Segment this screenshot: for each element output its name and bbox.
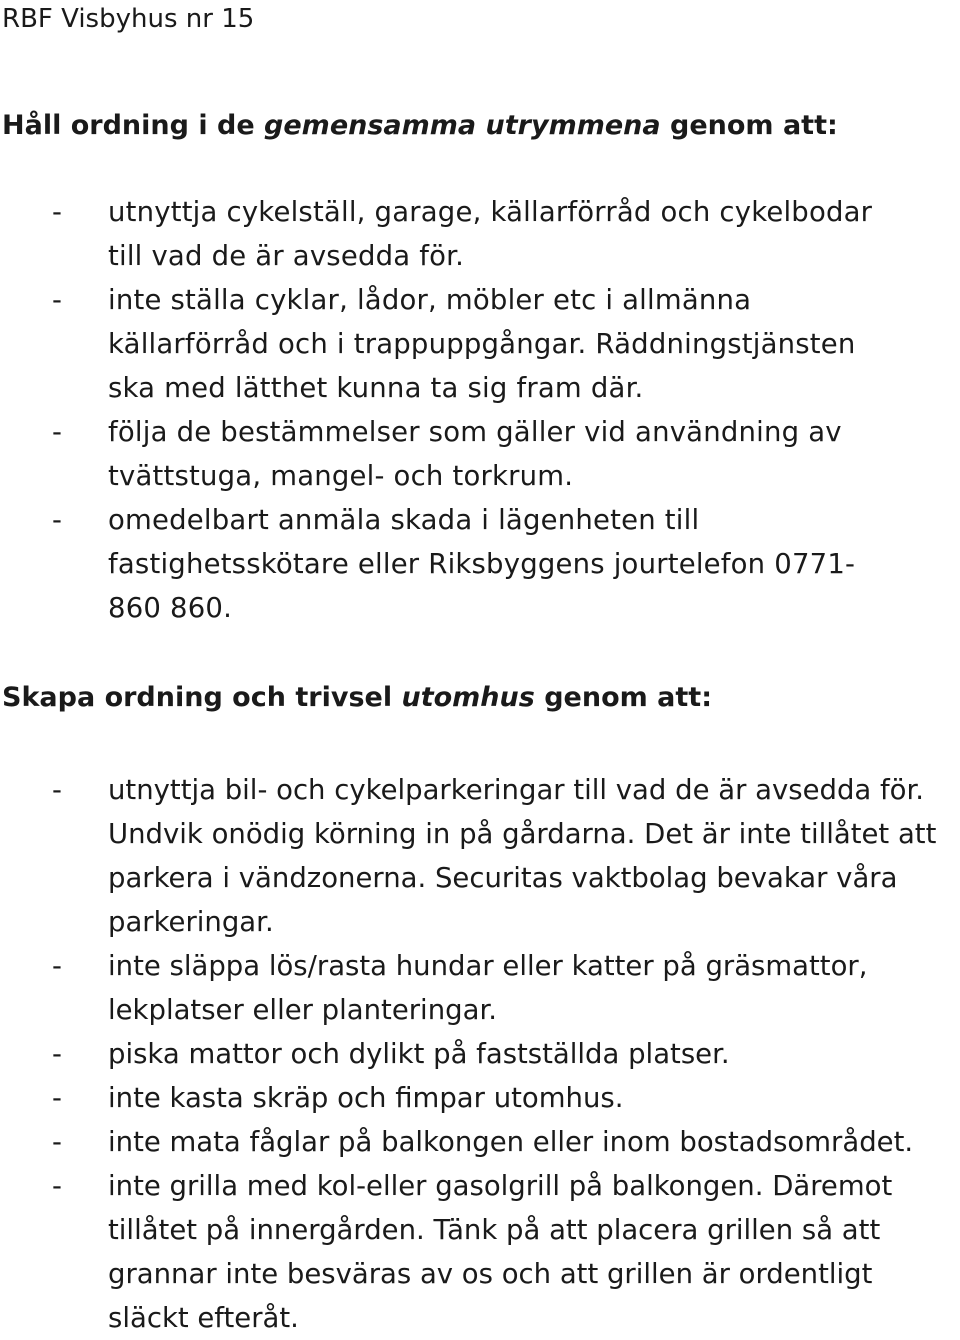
outdoor-heading-emphasis: utomhus xyxy=(401,682,535,713)
outdoor-rule-text: inte släppa lös/rasta hundar eller katter på gräsmattor, lekplatser eller planteringar. xyxy=(108,950,868,1026)
outdoor-rule-item xyxy=(0,1032,960,1076)
outdoor-heading-prefix: Skapa ordning och trivsel xyxy=(2,682,402,713)
indoor-rules-list xyxy=(0,190,900,630)
list-dash: - xyxy=(52,1170,62,1202)
indoor-rule-text: inte ställa cyklar, lådor, möbler etc i allmänna källarförråd och i trappuppgångar. Räddningstjänsten ska med lätthet kunna ta sig fram där. xyxy=(108,284,856,404)
indoor-rule-text: omedelbart anmäla skada i lägenheten till fastighetsskötare eller Riksbyggens jourtelefon 0771-860 860. xyxy=(108,504,856,624)
list-dash: - xyxy=(52,1082,62,1114)
outdoor-section-heading xyxy=(2,680,712,716)
outdoor-rule-item xyxy=(0,1164,960,1340)
outdoor-heading-suffix: genom att: xyxy=(534,682,712,713)
indoor-rule-item xyxy=(0,190,900,278)
list-dash: - xyxy=(52,1038,62,1070)
indoor-rule-text: följa de bestämmelser som gäller vid användning av tvättstuga, mangel- och torkrum. xyxy=(108,416,842,492)
outdoor-rule-text: inte mata fåglar på balkongen eller inom bostadsområdet. xyxy=(108,1126,914,1158)
list-dash: - xyxy=(52,504,63,536)
list-dash: - xyxy=(52,774,62,806)
indoor-heading-emphasis: gemensamma utrymmena xyxy=(264,110,661,141)
indoor-rule-item xyxy=(0,278,900,410)
indoor-section-heading xyxy=(2,108,838,144)
outdoor-rule-text: inte kasta skräp och fimpar utomhus. xyxy=(108,1082,624,1114)
indoor-rule-item xyxy=(0,498,900,630)
list-dash: - xyxy=(52,196,63,228)
indoor-heading-suffix: genom att: xyxy=(660,110,838,141)
outdoor-rule-item xyxy=(0,944,960,1032)
outdoor-rule-item xyxy=(0,768,960,944)
indoor-rule-item xyxy=(0,410,900,498)
outdoor-rule-text: utnyttja bil- och cykelparkeringar till vad de är avsedda för. Undvik onödig körning in på gårdarna. Det är inte tillåtet att parkera i vändzonerna. Securitas vaktbolag bevakar våra parkeringar. xyxy=(108,774,937,938)
outdoor-rule-item xyxy=(0,1120,960,1164)
indoor-heading-prefix: Håll ordning i de xyxy=(2,110,265,141)
list-dash: - xyxy=(52,416,63,448)
outdoor-rules-list xyxy=(0,768,960,1340)
indoor-rule-text: utnyttja cykelställ, garage, källarförråd och cykelbodar till vad de är avsedda för. xyxy=(108,196,873,272)
outdoor-rule-text: piska mattor och dylikt på fastställda platser. xyxy=(108,1038,730,1070)
list-dash: - xyxy=(52,1126,62,1158)
list-dash: - xyxy=(52,950,62,982)
list-dash: - xyxy=(52,284,63,316)
outdoor-rule-item xyxy=(0,1076,960,1120)
outdoor-rule-text: inte grilla med kol-eller gasolgrill på balkongen. Däremot tillåtet på innergården. Tänk på att placera grillen så att grannar inte besväras av os och att grillen är ordentligt släckt efteråt. xyxy=(108,1170,893,1334)
document-header-title: RBF Visbyhus nr 15 xyxy=(2,4,255,34)
